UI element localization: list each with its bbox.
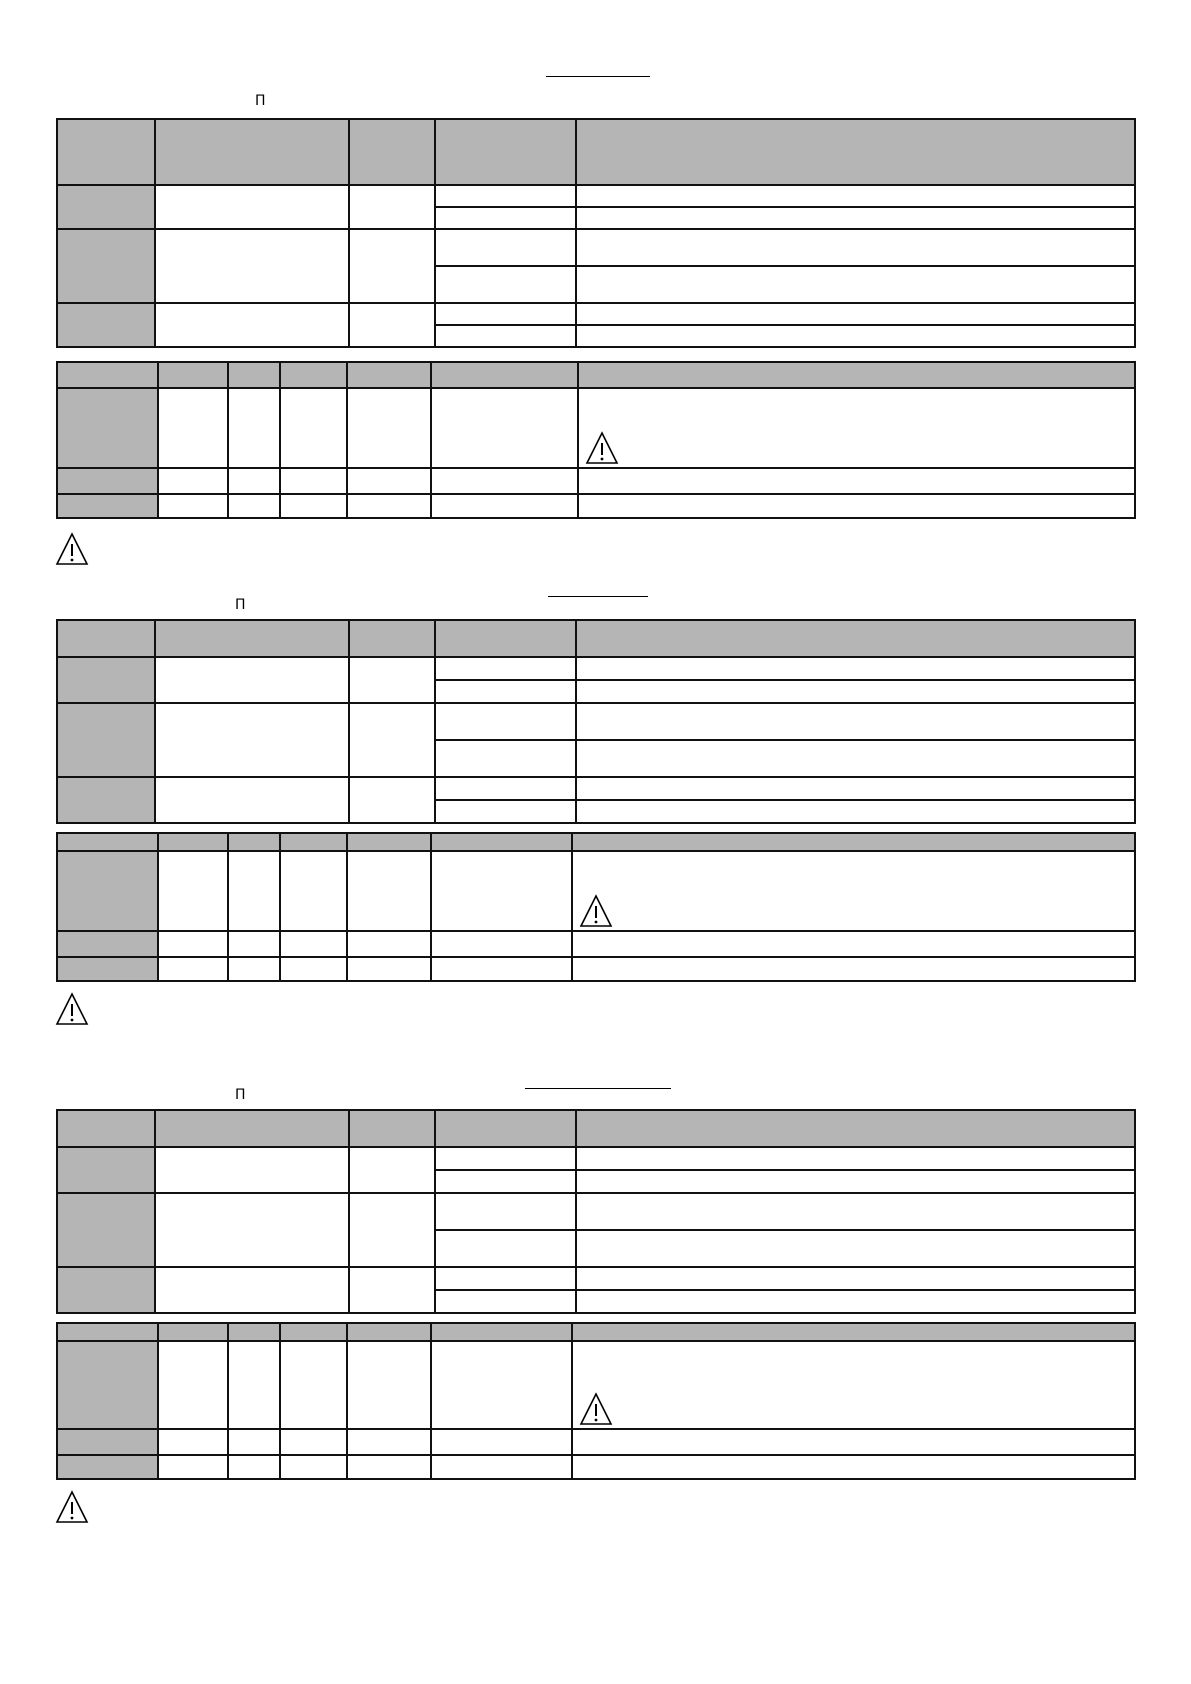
lower-header-cell: [431, 1323, 572, 1341]
parameter-code-cell: [57, 703, 155, 777]
header-cell: [155, 119, 349, 185]
lower-note-cell: [572, 1341, 1135, 1429]
header-cell: [435, 1110, 576, 1147]
header-cell: [576, 119, 1135, 185]
lower-header-cell: [578, 362, 1135, 388]
header-cell: [349, 1110, 435, 1147]
header-cell: [349, 119, 435, 185]
lower-header-cell: [431, 833, 572, 851]
section-title-underline: [525, 1088, 671, 1089]
description-cell: [576, 657, 1135, 680]
value-cell: [435, 185, 576, 207]
description-cell: [576, 777, 1135, 800]
lower-header-cell: [280, 362, 347, 388]
parameter-name-cell: [155, 1193, 349, 1267]
section-title-underline: [548, 596, 648, 597]
settings-table: [56, 832, 1136, 982]
lower-cell: [158, 388, 228, 468]
header-cell: [57, 620, 155, 657]
lower-cell: [228, 494, 280, 518]
lower-cell: [228, 388, 280, 468]
lower-cell: [280, 388, 347, 468]
warning-triangle-icon: [55, 1490, 89, 1524]
parameter-table: [56, 118, 1136, 348]
header-cell: [435, 620, 576, 657]
lower-cell: [578, 494, 1135, 518]
lower-header-cell: [431, 362, 578, 388]
lower-cell: [158, 1429, 228, 1455]
parameter-name-cell: [155, 703, 349, 777]
lower-cell: [347, 1341, 431, 1429]
lower-header-cell: [57, 833, 158, 851]
lower-cell: [431, 388, 578, 468]
lower-cell: [228, 1341, 280, 1429]
parameter-code-cell: [57, 1147, 155, 1193]
value-cell: [435, 303, 576, 325]
lower-header-cell: [347, 1323, 431, 1341]
header-cell: [349, 620, 435, 657]
lower-cell: [572, 957, 1135, 981]
warning-triangle-icon: [579, 894, 613, 928]
unit-cell: [349, 703, 435, 777]
unit-cell: [349, 229, 435, 303]
lower-cell: [347, 388, 431, 468]
lower-cell: [431, 494, 578, 518]
lower-header-cell: [57, 1323, 158, 1341]
parameter-code-cell: [57, 657, 155, 703]
lower-cell: [228, 1429, 280, 1455]
lower-cell: [572, 1429, 1135, 1455]
description-cell: [576, 207, 1135, 229]
lower-row-label: [57, 957, 158, 981]
lower-cell: [572, 1455, 1135, 1479]
parameter-name-cell: [155, 229, 349, 303]
section-marker: Π: [235, 1087, 246, 1103]
lower-row-label: [57, 1429, 158, 1455]
lower-row-label: [57, 851, 158, 931]
lower-cell: [228, 851, 280, 931]
parameter-name-cell: [155, 303, 349, 347]
lower-row-label: [57, 494, 158, 518]
value-cell: [435, 740, 576, 777]
lower-row-label: [57, 388, 158, 468]
parameter-code-cell: [57, 1193, 155, 1267]
lower-cell: [431, 957, 572, 981]
warning-triangle-icon: [585, 431, 619, 465]
unit-cell: [349, 657, 435, 703]
lower-cell: [158, 468, 228, 494]
description-cell: [576, 229, 1135, 266]
header-cell: [155, 1110, 349, 1147]
parameter-name-cell: [155, 657, 349, 703]
description-cell: [576, 1193, 1135, 1230]
lower-row-label: [57, 931, 158, 957]
value-cell: [435, 1170, 576, 1193]
parameter-code-cell: [57, 185, 155, 229]
lower-header-cell: [280, 1323, 347, 1341]
lower-cell: [280, 1429, 347, 1455]
lower-note-cell: [572, 851, 1135, 931]
header-cell: [57, 1110, 155, 1147]
warning-triangle-icon: [55, 532, 89, 566]
value-cell: [435, 800, 576, 823]
value-cell: [435, 229, 576, 266]
section-marker: Π: [235, 597, 246, 613]
value-cell: [435, 777, 576, 800]
lower-cell: [347, 1429, 431, 1455]
value-cell: [435, 657, 576, 680]
lower-cell: [158, 494, 228, 518]
header-cell: [576, 1110, 1135, 1147]
value-cell: [435, 703, 576, 740]
lower-cell: [431, 931, 572, 957]
lower-cell: [578, 468, 1135, 494]
lower-header-cell: [572, 833, 1135, 851]
description-cell: [576, 1170, 1135, 1193]
parameter-code-cell: [57, 303, 155, 347]
lower-cell: [280, 1341, 347, 1429]
lower-cell: [431, 851, 572, 931]
unit-cell: [349, 1267, 435, 1313]
parameter-code-cell: [57, 229, 155, 303]
header-cell: [576, 620, 1135, 657]
description-cell: [576, 740, 1135, 777]
lower-row-label: [57, 468, 158, 494]
description-cell: [576, 303, 1135, 325]
lower-header-cell: [158, 1323, 228, 1341]
lower-cell: [158, 957, 228, 981]
section-title-underline: [546, 76, 650, 77]
lower-header-cell: [228, 833, 280, 851]
description-cell: [576, 1290, 1135, 1313]
parameter-name-cell: [155, 1267, 349, 1313]
lower-header-cell: [57, 362, 158, 388]
lower-cell: [228, 957, 280, 981]
unit-cell: [349, 777, 435, 823]
lower-header-cell: [228, 1323, 280, 1341]
parameter-name-cell: [155, 1147, 349, 1193]
lower-header-cell: [158, 833, 228, 851]
header-cell: [155, 620, 349, 657]
value-cell: [435, 1267, 576, 1290]
lower-cell: [431, 1341, 572, 1429]
lower-cell: [228, 1455, 280, 1479]
settings-table: [56, 1322, 1136, 1480]
lower-cell: [347, 851, 431, 931]
lower-cell: [158, 1341, 228, 1429]
lower-header-cell: [347, 833, 431, 851]
unit-cell: [349, 303, 435, 347]
lower-cell: [431, 1455, 572, 1479]
lower-header-cell: [280, 833, 347, 851]
lower-cell: [347, 1455, 431, 1479]
lower-header-cell: [347, 362, 431, 388]
value-cell: [435, 207, 576, 229]
description-cell: [576, 1147, 1135, 1170]
lower-cell: [431, 468, 578, 494]
unit-cell: [349, 185, 435, 229]
lower-cell: [280, 468, 347, 494]
lower-cell: [280, 494, 347, 518]
lower-cell: [280, 1455, 347, 1479]
parameter-table: [56, 619, 1136, 824]
value-cell: [435, 266, 576, 303]
lower-cell: [280, 931, 347, 957]
value-cell: [435, 1230, 576, 1267]
description-cell: [576, 266, 1135, 303]
value-cell: [435, 680, 576, 703]
lower-cell: [347, 957, 431, 981]
lower-cell: [347, 494, 431, 518]
lower-cell: [572, 931, 1135, 957]
unit-cell: [349, 1147, 435, 1193]
parameter-table: [56, 1109, 1136, 1314]
lower-cell: [347, 468, 431, 494]
description-cell: [576, 680, 1135, 703]
value-cell: [435, 1147, 576, 1170]
description-cell: [576, 325, 1135, 347]
lower-cell: [347, 931, 431, 957]
parameter-name-cell: [155, 777, 349, 823]
lower-cell: [280, 957, 347, 981]
description-cell: [576, 703, 1135, 740]
description-cell: [576, 1230, 1135, 1267]
value-cell: [435, 1290, 576, 1313]
lower-note-cell: [578, 388, 1135, 468]
lower-header-cell: [572, 1323, 1135, 1341]
warning-triangle-icon: [55, 992, 89, 1026]
lower-header-cell: [158, 362, 228, 388]
header-cell: [57, 119, 155, 185]
lower-row-label: [57, 1455, 158, 1479]
description-cell: [576, 800, 1135, 823]
value-cell: [435, 325, 576, 347]
lower-cell: [228, 931, 280, 957]
lower-cell: [158, 931, 228, 957]
description-cell: [576, 185, 1135, 207]
description-cell: [576, 1267, 1135, 1290]
lower-header-cell: [228, 362, 280, 388]
header-cell: [435, 119, 576, 185]
lower-row-label: [57, 1341, 158, 1429]
unit-cell: [349, 1193, 435, 1267]
parameter-code-cell: [57, 1267, 155, 1313]
lower-cell: [431, 1429, 572, 1455]
section-marker: Π: [255, 93, 266, 109]
lower-cell: [158, 851, 228, 931]
lower-cell: [228, 468, 280, 494]
settings-table: [56, 361, 1136, 519]
parameter-code-cell: [57, 777, 155, 823]
lower-cell: [280, 851, 347, 931]
lower-cell: [158, 1455, 228, 1479]
parameter-name-cell: [155, 185, 349, 229]
value-cell: [435, 1193, 576, 1230]
warning-triangle-icon: [579, 1392, 613, 1426]
